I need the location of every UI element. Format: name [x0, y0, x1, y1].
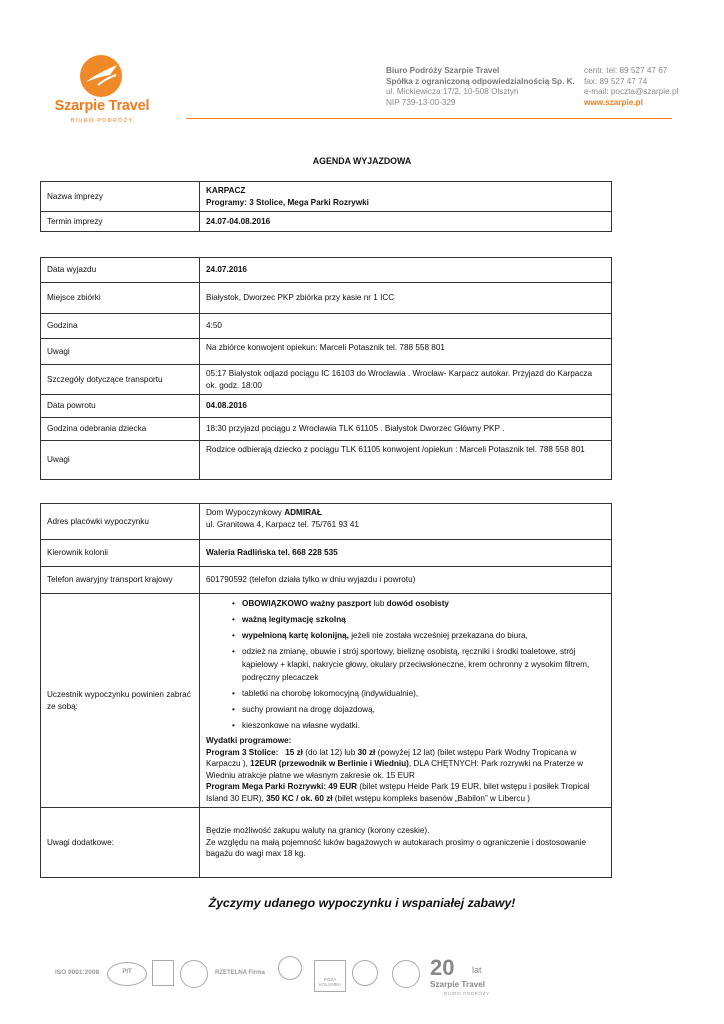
globe-logo-icon — [392, 960, 420, 988]
packing-list-value — [200, 594, 612, 808]
packing-list-label: Uczestnik wypoczynku powinien zabrać ze sobą: — [41, 594, 200, 808]
meeting-time-label: Godzina — [41, 314, 200, 339]
list-item: • wypełnioną kartę kolonijną, jeżeli nie została wcześniej przekazana do biura, — [242, 629, 605, 645]
return-remarks-value: Rodzice odbierają dziecko z pociągu TLK 61105 konwojent /opiekun : Marceli Potasznik tel. 788 558 801 — [200, 441, 612, 480]
transport-label: Szczegóły dotyczące transportu — [41, 365, 200, 395]
roza-logo: RÓŻA KOLUMBA — [314, 960, 346, 992]
list-item: • kieszonkowe na własne wydatki. — [242, 719, 605, 735]
manager-value: Waleria Radlińska tel. 668 228 535 — [200, 540, 612, 567]
list-item: • OBOWIĄZKOWO ważny paszport lub dowód osobisty — [242, 597, 605, 613]
ring-logo-icon — [352, 960, 378, 986]
event-table — [40, 181, 612, 232]
certification-logos — [52, 952, 492, 996]
email-link[interactable]: e-mail: poczta@szarpie.pl — [584, 87, 679, 96]
meeting-time-value: 4:50 — [200, 314, 612, 339]
travel-table — [40, 257, 612, 480]
company-details: Biuro Podróży Szarpie Travel Spółka z ograniczoną odpowiedzialnością Sp. K. ul. Mickiewicza 17/2, 10-508 Olsztyn NIP 739-13-00-329 — [386, 66, 575, 107]
closing-wish: Życzymy udanego wypoczynku i wspaniałej zabawy! — [208, 896, 516, 910]
iso-badge: ISO 9001:2008 — [55, 969, 100, 976]
pickup-time-label: Godzina odebrania dziecka — [41, 418, 200, 441]
additional-remarks-value: Będzie możliwość zakupu waluty na granicy (korony czeskie). Ze względu na małą pojemność luków bagażowych w autokarach prosimy o ograniczenie i dostosowanie bagażu do wagi max 18 kg. — [200, 808, 612, 878]
list-item: • tabletki na chorobę lokomocyjną (indywidualnie), — [242, 687, 605, 703]
emergency-phone-label: Telefon awaryjny transport krajowy — [41, 567, 200, 594]
packing-list — [206, 597, 605, 735]
meeting-place-label: Miejsce zbiórki — [41, 283, 200, 314]
remarks-value: Na zbiórce konwojent opiekun: Marceli Potasznik tel. 788 558 801 — [200, 339, 612, 365]
transport-value: 05:17 Białystok odjazd pociągu IC 16103 do Wrocławia . Wrocław- Karpacz autokar. Przyjazd do Karpacza ok. godz. 18:00 — [200, 365, 612, 395]
brand-name: Szarpie Travel — [54, 98, 150, 114]
bird-logo-icon — [278, 956, 302, 980]
rzetelna-badge: RZETELNA Firma — [215, 970, 265, 976]
return-date-label: Data powrotu — [41, 395, 200, 418]
event-name-label: Nazwa imprezy — [41, 182, 200, 212]
departure-date-label: Data wyjazdu — [41, 258, 200, 283]
header-divider — [186, 118, 672, 119]
letterhead — [0, 0, 724, 135]
meeting-place-value: Białystok, Dworzec PKP zbiórka przy kasie nr 1 ICC — [200, 283, 612, 314]
list-item: • ważną legitymację szkolną — [242, 613, 605, 629]
return-remarks-label: Uwagi — [41, 441, 200, 480]
event-date-label: Termin imprezy — [41, 212, 200, 232]
return-date-value: 04.08.2016 — [200, 395, 612, 418]
departure-date-value: 24.07.2016 — [200, 258, 612, 283]
venue-address-label: Adres placówki wypoczynku — [41, 504, 200, 540]
venue-address-value: Dom Wypoczynkowy ADMIRAŁ ul. Granitowa 4, Karpacz tel. 75/761 93 41 — [200, 504, 612, 540]
list-item: • odzież na zmianę, obuwie i strój sportowy, bieliznę osobistą, ręczniki i środki toaletowe, strój kąpielowy + klapki, nakrycie głowy, okulary przeciwsłoneczne, krem ochronny z wysokim filtrem, podręczny plecaczek — [242, 645, 605, 687]
contact-details: centr. tel: 89 527 47 67 fax: 89 527 47 74 e-mail: poczta@szarpie.pl www.szarpie.pl — [584, 66, 679, 107]
stay-table — [40, 503, 612, 878]
brand-subtitle: BIURO PODRÓŻY — [70, 118, 134, 124]
pickup-time-value: 18:30 przyjazd pociągu z Wrocławia TLK 61105 . Białystok Dworzec Główny PKP . — [200, 418, 612, 441]
event-name-value: KARPACZ Programy: 3 Stolice, Mega Parki Rozrywki — [200, 182, 612, 212]
seal-icon — [180, 960, 208, 988]
list-item: • suchy prowiant na drogę dojazdową, — [242, 703, 605, 719]
manager-label: Kierownik kolonii — [41, 540, 200, 567]
certificate-icon — [152, 960, 174, 986]
pit-logo-icon: PIT — [107, 962, 147, 986]
remarks-label: Uwagi — [41, 339, 200, 365]
website-link[interactable]: www.szarpie.pl — [584, 97, 643, 107]
document-title: AGENDA WYJAZDOWA — [312, 156, 412, 166]
additional-remarks-label: Uwagi dodatkowe: — [41, 808, 200, 878]
program-expenses: Wydatki programowe: Program 3 Stolice: 15 zł (do lat 12) lub 30 zł (powyżej 12 lat) (bilet wstępu Park Wodny Tropicana w Karpaczu ), 12EUR (przewodnik w Berlinie i Wiedniu), DLA CHĘTNYCH: Park rozrywki na Praterze w Wiedniu atrakcje płatne we własnym zakresie ok. 15 EUR Program Mega Parki Rozrywki: 49 EUR (bilet wstępu Heide Park 19 EUR, bilet wstępu i posiłek Tropical Island 30 EUR), 350 KC / ok. 60 zł (bilet wstępu kompleks basenów „Babilon” w Libercu ) — [206, 736, 590, 803]
emergency-phone-value: 601790592 (telefon działa tylko w dniu wyjazdu i powrotu) — [200, 567, 612, 594]
plane-logo-icon — [80, 55, 122, 97]
event-date-value: 24.07-04.08.2016 — [200, 212, 612, 232]
